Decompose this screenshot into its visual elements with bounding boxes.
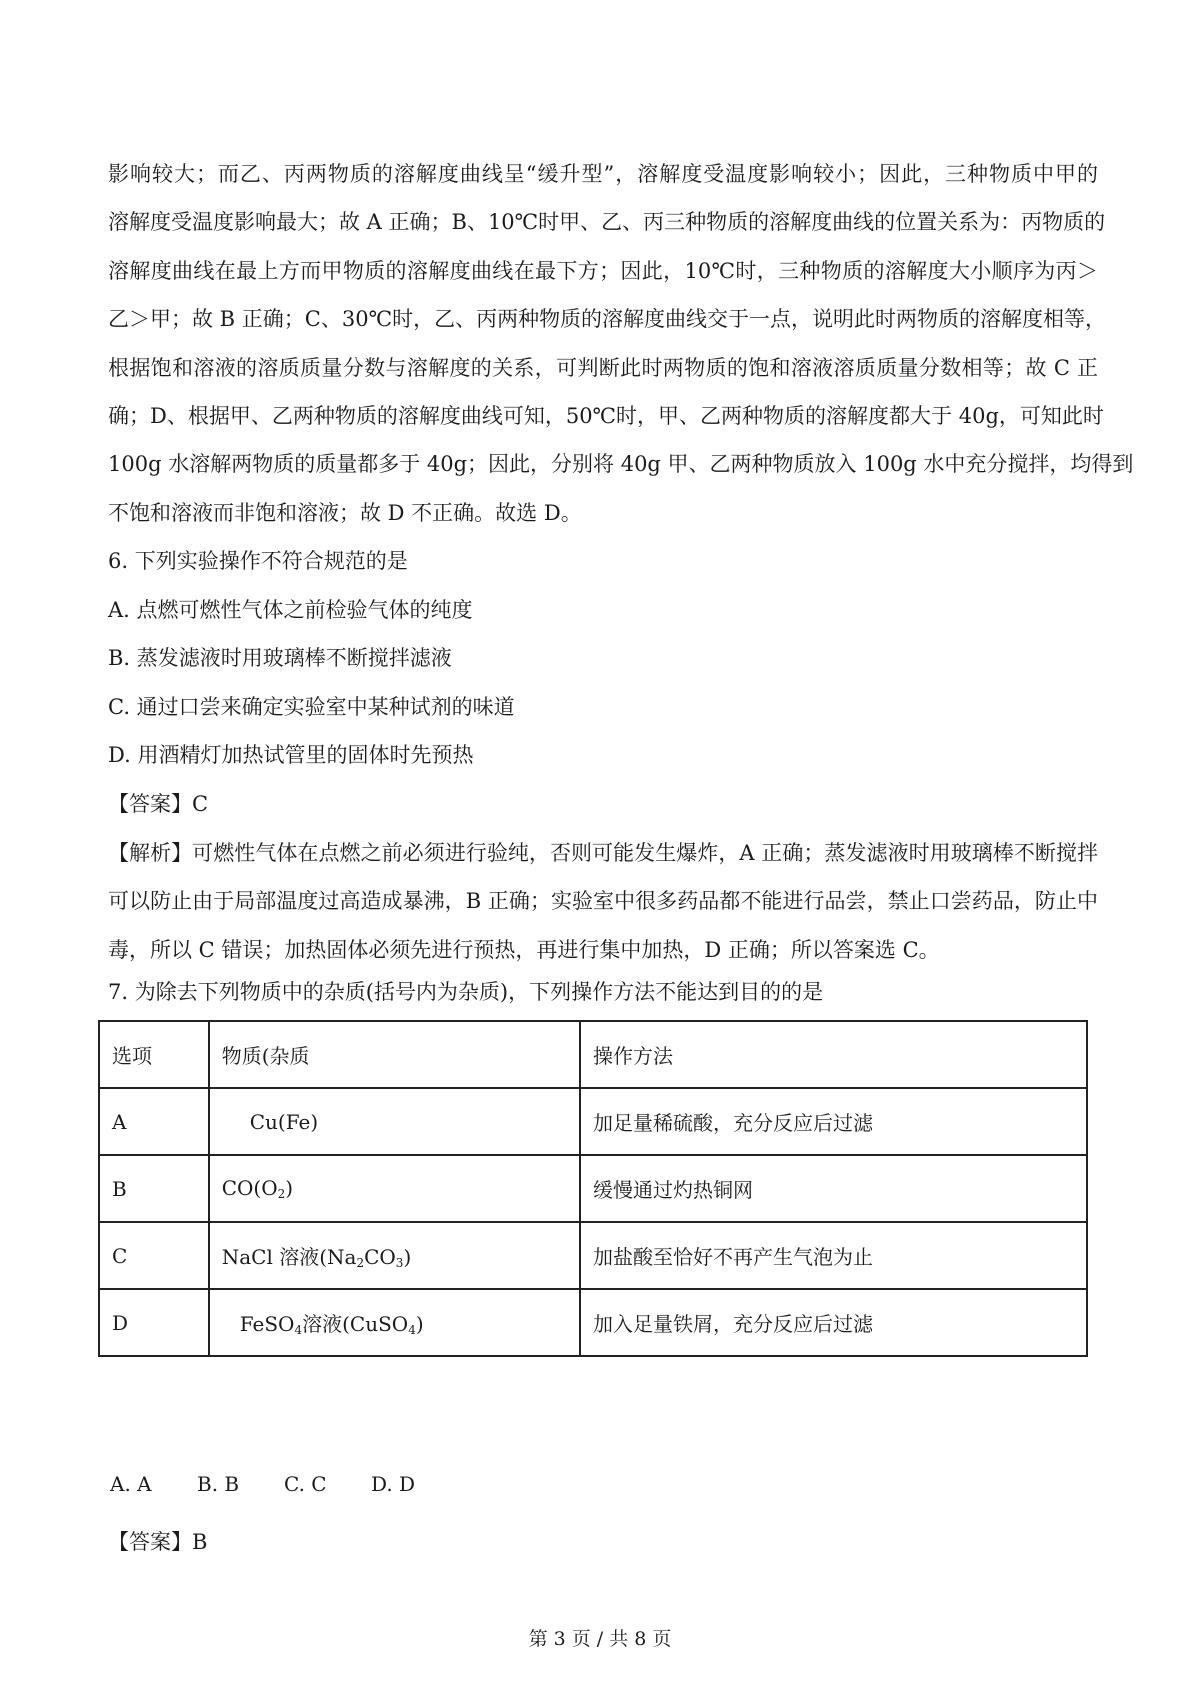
- table-cell-method: 加入足量铁屑，充分反应后过滤: [580, 1289, 1087, 1356]
- analysis-continuation: [108, 150, 1134, 537]
- table-header-row: [99, 1021, 1087, 1088]
- question-stem: 6. 下列实验操作不符合规范的是: [108, 549, 408, 573]
- choice-a: A. A: [110, 1472, 152, 1496]
- analysis-line: 不饱和溶液而非饱和溶液；故 D 不正确。故选 D。: [108, 500, 582, 525]
- table-cell-method: 加盐酸至恰好不再产生气泡为止: [580, 1222, 1087, 1289]
- table-row: [99, 1289, 1087, 1356]
- choice-list: [110, 1472, 415, 1496]
- table-cell-substance: FeSO$_4$溶液(CuSO$_4$): [209, 1289, 580, 1356]
- question-stem: 7. 为除去下列物质中的杂质(括号内为杂质)，下列操作方法不能达到目的的是: [108, 980, 824, 1004]
- analysis-line: 【解析】可燃性气体在点燃之前必须进行验纯，否则可能发生爆炸，A 正确；蒸发滤液时用玻璃棒不断搅拌: [108, 841, 1098, 865]
- table-header: 物质(杂质: [209, 1021, 580, 1088]
- analysis-line: 乙＞甲；故 B 正确；C、30℃时，乙、丙两种物质的溶解度曲线交于一点，说明此时两物质的溶解度相等，: [108, 307, 1107, 332]
- table-row: [99, 1088, 1087, 1155]
- table-cell-option: D: [99, 1289, 209, 1356]
- choice-b: B. B: [197, 1472, 240, 1496]
- table-cell-option: B: [99, 1155, 209, 1222]
- choice-c: C. C: [284, 1472, 327, 1496]
- table-cell-substance: $CO(O_2)$: [209, 1155, 580, 1222]
- option-b: B. 蒸发滤液时用玻璃棒不断搅拌滤液: [108, 646, 452, 670]
- analysis-line: 溶解度曲线在最上方而甲物质的溶解度曲线在最下方；因此，10℃时，三种物质的溶解度大小顺序为丙＞: [108, 258, 1098, 283]
- table-cell-method: 加足量稀硫酸，充分反应后过滤: [580, 1088, 1087, 1155]
- choice-d: D. D: [371, 1472, 416, 1496]
- option-a: A. 点燃可燃性气体之前检验气体的纯度: [108, 597, 473, 622]
- question-7: [108, 968, 1108, 1017]
- question-6-analysis: [108, 829, 1098, 974]
- options-table: [98, 1020, 1088, 1357]
- analysis-line: 100g 水溶解两物质的质量都多于 40g；因此，分别将 40g 甲、乙两种物质放入 100g 水中充分搅拌，均得到: [108, 452, 1134, 477]
- table-cell-option: A: [99, 1088, 209, 1155]
- analysis-line: 确；D、根据甲、乙两种物质的溶解度曲线可知，50℃时，甲、乙两种物质的溶解度都大于 40g，可知此时: [108, 403, 1104, 428]
- table-row: [99, 1222, 1087, 1289]
- analysis-line: 毒，所以 C 错误；加热固体必须先进行预热，再进行集中加热，D 正确；所以答案选 C。: [108, 937, 940, 962]
- table-header: 操作方法: [580, 1021, 1087, 1088]
- table-cell-substance: NaCl 溶液$(Na_2CO_3)$: [209, 1222, 580, 1289]
- option-d: D. 用酒精灯加热试管里的固体时先预热: [108, 743, 474, 767]
- question-6: [108, 537, 1108, 828]
- table-cell-method: 缓慢通过灼热铜网: [580, 1155, 1087, 1222]
- table-cell-option: C: [99, 1222, 209, 1289]
- answer: 【答案】B: [108, 1530, 208, 1554]
- answer: 【答案】C: [108, 791, 209, 816]
- table-header: 选项: [99, 1021, 209, 1088]
- option-c: C. 通过口尝来确定实验室中某种试剂的味道: [108, 694, 515, 719]
- table-cell-substance: Cu(Fe): [209, 1088, 580, 1155]
- analysis-line: 影响较大；而乙、丙两物质的溶解度曲线呈“缓升型”，溶解度受温度影响较小；因此，三种物质中甲的: [108, 162, 1098, 186]
- page-number: 第 3 页 / 共 8 页: [528, 1628, 672, 1650]
- table-row: [99, 1155, 1087, 1222]
- analysis-line: 可以防止由于局部温度过高造成暴沸，B 正确；实验室中很多药品都不能进行品尝，禁止口尝药品，防止中: [108, 889, 1098, 914]
- analysis-line: 溶解度受温度影响最大；故 A 正确；B、10℃时甲、乙、丙三种物质的溶解度曲线的位置关系为：丙物质的: [108, 210, 1106, 235]
- analysis-line: 根据饱和溶液的溶质质量分数与溶解度的关系，可判断此时两物质的饱和溶液溶质质量分数相等；故 C 正: [108, 355, 1098, 380]
